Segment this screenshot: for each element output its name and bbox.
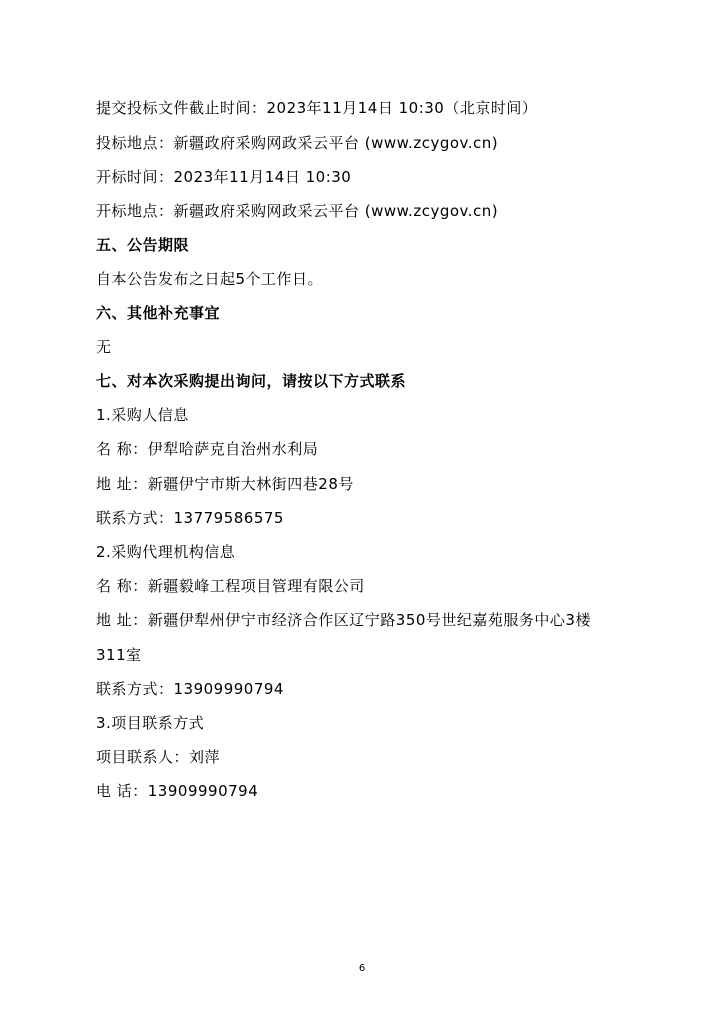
opening-time-line: 开标时间：2023年11月14日 10:30 bbox=[96, 168, 352, 186]
project-contact-phone: 电 话：13909990794 bbox=[96, 782, 259, 800]
agency-info-heading: 2.采购代理机构信息 bbox=[96, 543, 236, 561]
purchaser-info-heading: 1.采购人信息 bbox=[96, 406, 189, 424]
project-contact-heading: 3.项目联系方式 bbox=[96, 714, 205, 732]
page-number: 6 bbox=[358, 963, 366, 974]
agency-address: 地 址：新疆伊犁州伊宁市经济合作区辽宁路350号世纪嘉苑服务中心3楼 bbox=[96, 611, 591, 629]
agency-phone: 联系方式：13909990794 bbox=[96, 680, 284, 698]
purchaser-address: 地 址：新疆伊宁市斯大林街四巷28号 bbox=[96, 475, 354, 493]
agency-address-continued: 311室 bbox=[96, 646, 142, 664]
agency-name: 名 称：新疆毅峰工程项目管理有限公司 bbox=[96, 577, 365, 595]
purchaser-phone: 联系方式：13779586575 bbox=[96, 509, 284, 527]
notice-period-text: 自本公告发布之日起5个工作日。 bbox=[96, 270, 324, 288]
other-matters-text: 无 bbox=[96, 338, 112, 356]
opening-location-line: 开标地点：新疆政府采购网政采云平台 (www.zcygov.cn) bbox=[96, 202, 499, 220]
section-heading-notice-period: 五、公告期限 bbox=[96, 236, 190, 254]
project-contact-person: 项目联系人：刘萍 bbox=[96, 748, 221, 766]
purchaser-name: 名 称：伊犁哈萨克自治州水利局 bbox=[96, 440, 319, 458]
section-heading-other-matters: 六、其他补充事宜 bbox=[96, 304, 221, 322]
bid-deadline-line: 提交投标文件截止时间：2023年11月14日 10:30（北京时间） bbox=[96, 99, 538, 117]
bid-location-line: 投标地点：新疆政府采购网政采云平台 (www.zcygov.cn) bbox=[96, 134, 499, 152]
section-heading-contact: 七、对本次采购提出询问，请按以下方式联系 bbox=[96, 372, 407, 390]
